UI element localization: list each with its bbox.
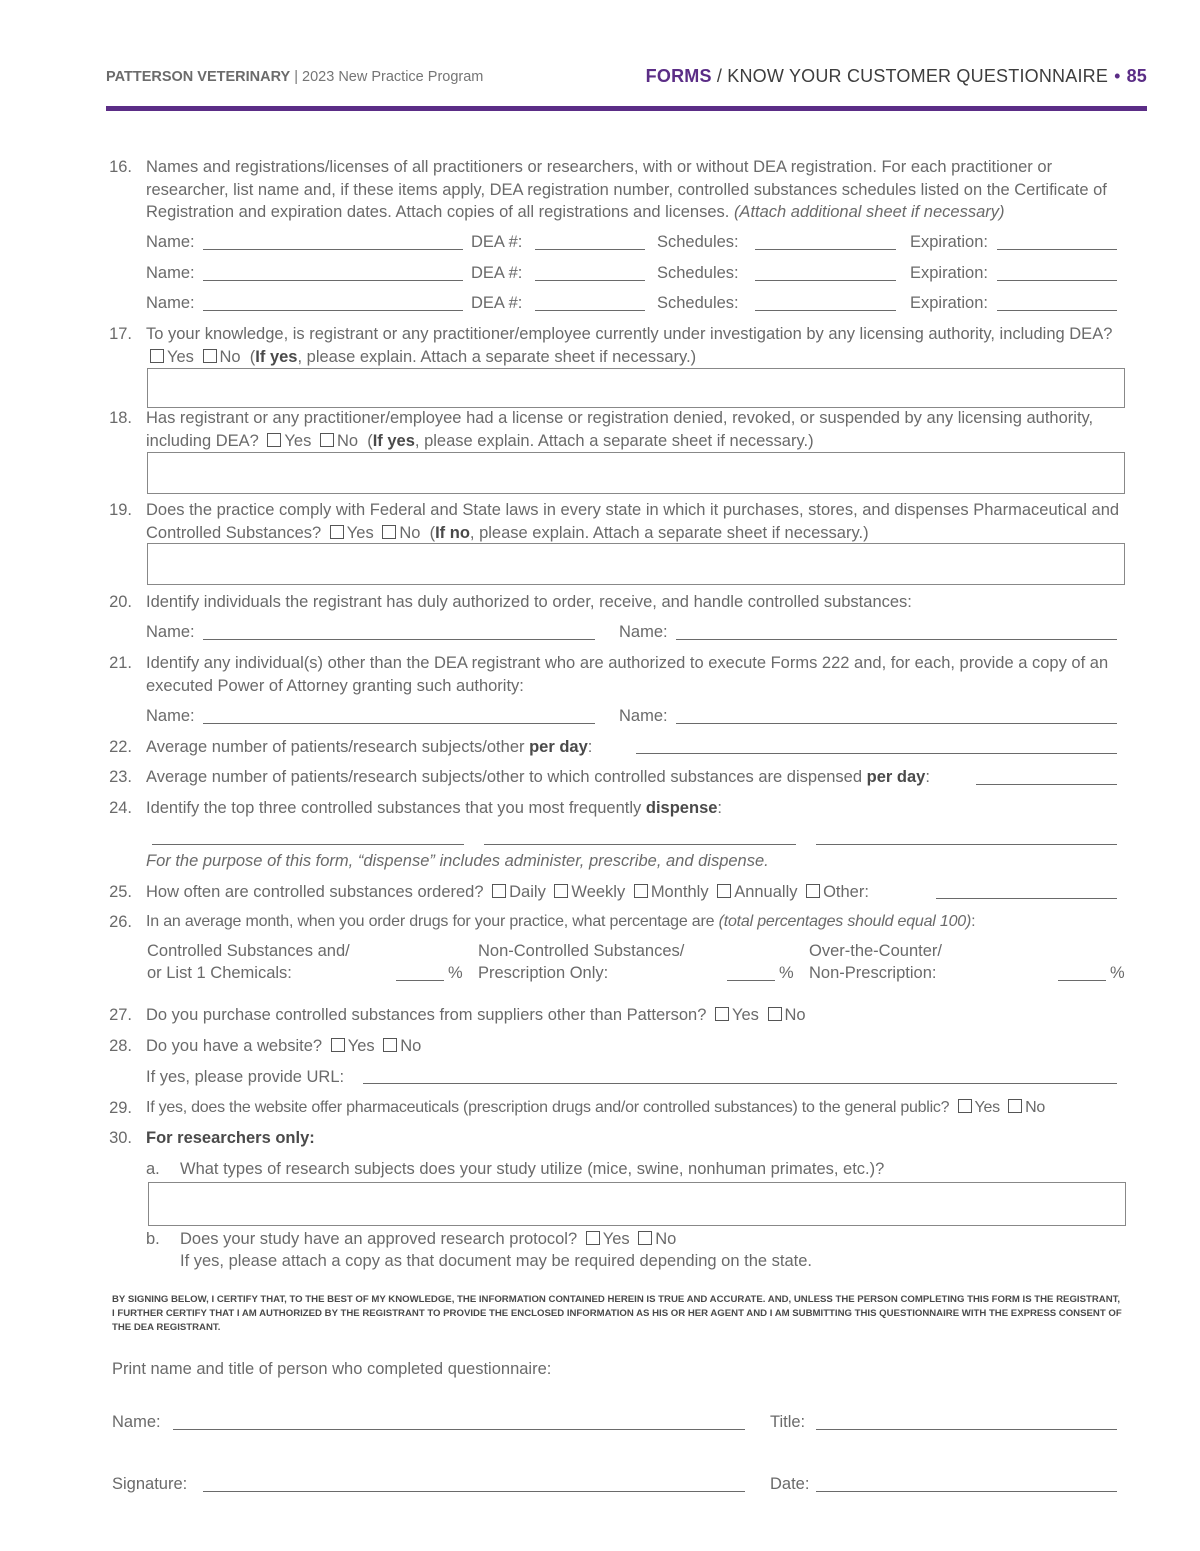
q26-pct-sign-3: % (1110, 964, 1125, 982)
q27-yes-checkbox[interactable] (715, 1007, 729, 1021)
q18-answer-box[interactable] (147, 452, 1125, 494)
q30b-text: Does your study have an approved research protocol? Yes No (180, 1230, 677, 1248)
q26-number: 26. (109, 913, 132, 931)
q16-row3-schedules-field[interactable] (755, 310, 896, 311)
q16-row2-dea-label: DEA #: (471, 264, 523, 282)
q23-answer-field[interactable] (976, 784, 1117, 785)
q17-answer-box[interactable] (147, 368, 1125, 408)
q16-row3-dea-field[interactable] (535, 310, 645, 311)
q26-text: In an average month, when you order drugs for your practice, what percentage are (total percentages should equal 100): (146, 913, 976, 930)
q29-yes-checkbox[interactable] (958, 1099, 972, 1113)
q26-col3-line2: Non-Prescription: (809, 964, 937, 982)
q20-text: Identify individuals the registrant has duly authorized to order, receive, and handle controlled substances: (146, 593, 912, 611)
q27-number: 27. (109, 1006, 132, 1024)
q30b-no-checkbox[interactable] (638, 1231, 652, 1245)
q16-row2-name-field[interactable] (203, 280, 463, 281)
q25-other-checkbox[interactable] (806, 884, 820, 898)
q17-no-checkbox[interactable] (203, 349, 217, 363)
q19-text: Does the practice comply with Federal and State laws in every state in which it purchases, stores, and dispenses Pharmaceutical and Controlled Substances? Yes No (If no, please explain. Attach a separate sheet if necessary.) (146, 501, 1120, 542)
q20-number: 20. (109, 593, 132, 611)
q16-text: Names and registrations/licenses of all practitioners or researchers, with or without DEA registration. For each practitioner or researcher, list name and, if these items apply, DEA registration number, controlled substances schedules listed on the Certificate of Registration and expiration dates. Attach copies of all registrations and licenses. (Attach additional sheet if necessary) (146, 158, 1107, 221)
q29-number: 29. (109, 1099, 132, 1117)
q25-text: How often are controlled substances ordered? Daily Weekly Monthly Annually Other: (146, 883, 869, 901)
q23-text: Average number of patients/research subjects/other to which controlled substances are dispensed per day: (146, 768, 930, 786)
q26-otc-pct-field[interactable] (1058, 980, 1106, 981)
q16-row2-name-label: Name: (146, 264, 195, 282)
q30-heading: For researchers only: (146, 1129, 315, 1147)
q16-row3-name-field[interactable] (203, 310, 463, 311)
date-label: Date: (770, 1475, 810, 1493)
q21-name-field-2[interactable] (676, 723, 1117, 724)
page-number: 85 (1126, 66, 1147, 86)
q30-number: 30. (109, 1129, 132, 1147)
q24-text: Identify the top three controlled substances that you most frequently dispense: (146, 799, 723, 817)
q17-text: To your knowledge, is registrant or any practitioner/employee currently under investigation by any licensing authority, including DEA? Yes No (If yes, please explain. Attach a separate sheet if necessary.) (146, 325, 1113, 366)
q16-row1-expiration-field[interactable] (997, 249, 1117, 250)
q26-col2-line2: Prescription Only: (478, 964, 609, 982)
q27-text: Do you purchase controlled substances from suppliers other than Patterson? Yes No (146, 1006, 806, 1024)
q17-yes-checkbox[interactable] (150, 349, 164, 363)
q26-col3-line1: Over-the-Counter/ (809, 942, 942, 960)
print-name-instruction: Print name and title of person who completed questionnaire: (112, 1360, 552, 1378)
q16-row3-name-label: Name: (146, 294, 195, 312)
q16-row1-name-label: Name: (146, 233, 195, 251)
q29-no-checkbox[interactable] (1008, 1099, 1022, 1113)
q19-yes-checkbox[interactable] (330, 525, 344, 539)
q16-row2-expiration-field[interactable] (997, 280, 1117, 281)
q18-yes-checkbox[interactable] (267, 433, 281, 447)
q30b-note: If yes, please attach a copy as that document may be required depending on the state. (180, 1252, 812, 1270)
q24-substance-field-1[interactable] (152, 844, 464, 845)
q21-text: Identify any individual(s) other than the DEA registrant who are authorized to execute Forms 222 and, for each, provide a copy of an executed Power of Attorney granting such authority: (146, 654, 1109, 695)
q16-row1-dea-label: DEA #: (471, 233, 523, 251)
q25-weekly-checkbox[interactable] (554, 884, 568, 898)
q30b-yes-checkbox[interactable] (586, 1231, 600, 1245)
q26-noncontrolled-pct-field[interactable] (727, 980, 775, 981)
q25-number: 25. (109, 883, 132, 901)
signer-title-label: Title: (770, 1413, 806, 1431)
signature-field[interactable] (203, 1491, 745, 1492)
q16-row1-schedules-field[interactable] (755, 249, 896, 250)
q19-no-checkbox[interactable] (382, 525, 396, 539)
q16-number: 16. (109, 158, 132, 176)
q17-number: 17. (109, 325, 132, 343)
date-field[interactable] (816, 1491, 1117, 1492)
q26-pct-sign-2: % (779, 964, 794, 982)
q20-name-field-2[interactable] (676, 639, 1117, 640)
q26-pct-sign-1: % (448, 964, 463, 982)
signature-label: Signature: (112, 1475, 188, 1493)
q16-row2-dea-field[interactable] (535, 280, 645, 281)
q16-row1-name-field[interactable] (203, 249, 463, 250)
q20-name-label-2: Name: (619, 623, 668, 641)
q28-no-checkbox[interactable] (383, 1038, 397, 1052)
certification-statement: BY SIGNING BELOW, I CERTIFY THAT, TO THE BEST OF MY KNOWLEDGE, THE INFORMATION CONTAINED HEREIN IS TRUE AND ACCURATE. AND, UNLESS THE PERSON COMPLETING THIS FORM IS THE REGISTRANT, I FURTHER CERTIFY THAT I AM AUTHORIZED BY THE REGISTRANT TO PROVIDE THE ENCLOSED INFORMATION AS HIS OR HER AGENT AND I AM SUBMITTING THIS QUESTIONNAIRE WITH THE EXPRESS CONSENT OF THE DEA REGISTRANT. (112, 1294, 1122, 1333)
q22-answer-field[interactable] (636, 753, 1117, 754)
header-title: FORMS / KNOW YOUR CUSTOMER QUESTIONNAIRE • 85 (645, 66, 1147, 86)
signer-name-label: Name: (112, 1413, 161, 1431)
q19-number: 19. (109, 501, 132, 519)
q21-name-field-1[interactable] (203, 723, 595, 724)
q26-col2-line1: Non-Controlled Substances/ (478, 942, 685, 960)
q16-row3-expiration-field[interactable] (997, 310, 1117, 311)
q28-number: 28. (109, 1037, 132, 1055)
q16-row3-dea-label: DEA #: (471, 294, 523, 312)
q28-url-label: If yes, please provide URL: (146, 1068, 345, 1086)
q18-number: 18. (109, 409, 132, 427)
q21-name-label-1: Name: (146, 707, 195, 725)
q16-row2-schedules-label: Schedules: (657, 264, 739, 282)
q19-answer-box[interactable] (147, 543, 1125, 585)
q22-number: 22. (109, 738, 132, 756)
signer-name-field[interactable] (173, 1429, 745, 1430)
q16-row1-schedules-label: Schedules: (657, 233, 739, 251)
q28-text: Do you have a website? Yes No (146, 1037, 422, 1055)
q24-substance-field-2[interactable] (484, 844, 796, 845)
q18-text: Has registrant or any practitioner/employee had a license or registration denied, revoked, or suspended by any licensing authority, including DEA? Yes No (If yes, please explain. Attach a separate sheet if necessary.) (146, 409, 1094, 450)
q22-text: Average number of patients/research subjects/other per day: (146, 738, 593, 756)
q16-row1-dea-field[interactable] (535, 249, 645, 250)
q24-substance-field-3[interactable] (816, 844, 1117, 845)
q24-number: 24. (109, 799, 132, 817)
q25-other-field[interactable] (936, 898, 1117, 899)
q16-row2-expiration-label: Expiration: (910, 264, 988, 282)
q30a-text: What types of research subjects does your study utilize (mice, swine, nonhuman primates, etc.)? (180, 1160, 885, 1178)
q28-url-field[interactable] (363, 1083, 1117, 1084)
q16-row3-expiration-label: Expiration: (910, 294, 988, 312)
q21-name-label-2: Name: (619, 707, 668, 725)
q16-row3-schedules-label: Schedules: (657, 294, 739, 312)
q16-row2-schedules-field[interactable] (755, 280, 896, 281)
q21-number: 21. (109, 654, 132, 672)
header-brand: PATTERSON VETERINARY | 2023 New Practice Program (106, 69, 484, 85)
q30a-answer-box[interactable] (148, 1182, 1126, 1226)
q23-number: 23. (109, 768, 132, 786)
q28-yes-checkbox[interactable] (331, 1038, 345, 1052)
signer-title-field[interactable] (816, 1429, 1117, 1430)
q30a-letter: a. (146, 1160, 160, 1178)
q27-no-checkbox[interactable] (768, 1007, 782, 1021)
q26-controlled-pct-field[interactable] (396, 980, 444, 981)
q25-daily-checkbox[interactable] (492, 884, 506, 898)
q29-text: If yes, does the website offer pharmaceuticals (prescription drugs and/or controlled substances) to the general public? Yes No (146, 1099, 1046, 1116)
q30b-letter: b. (146, 1230, 160, 1248)
q26-col1-line2: or List 1 Chemicals: (147, 964, 292, 982)
q20-name-field-1[interactable] (203, 639, 595, 640)
q20-name-label-1: Name: (146, 623, 195, 641)
header-rule (106, 106, 1147, 111)
q16-row1-expiration-label: Expiration: (910, 233, 988, 251)
q25-annually-checkbox[interactable] (717, 884, 731, 898)
q26-col1-line1: Controlled Substances and/ (147, 942, 350, 960)
q25-monthly-checkbox[interactable] (634, 884, 648, 898)
q18-no-checkbox[interactable] (320, 433, 334, 447)
q24-note: For the purpose of this form, “dispense” includes administer, prescribe, and dispense. (146, 852, 769, 870)
